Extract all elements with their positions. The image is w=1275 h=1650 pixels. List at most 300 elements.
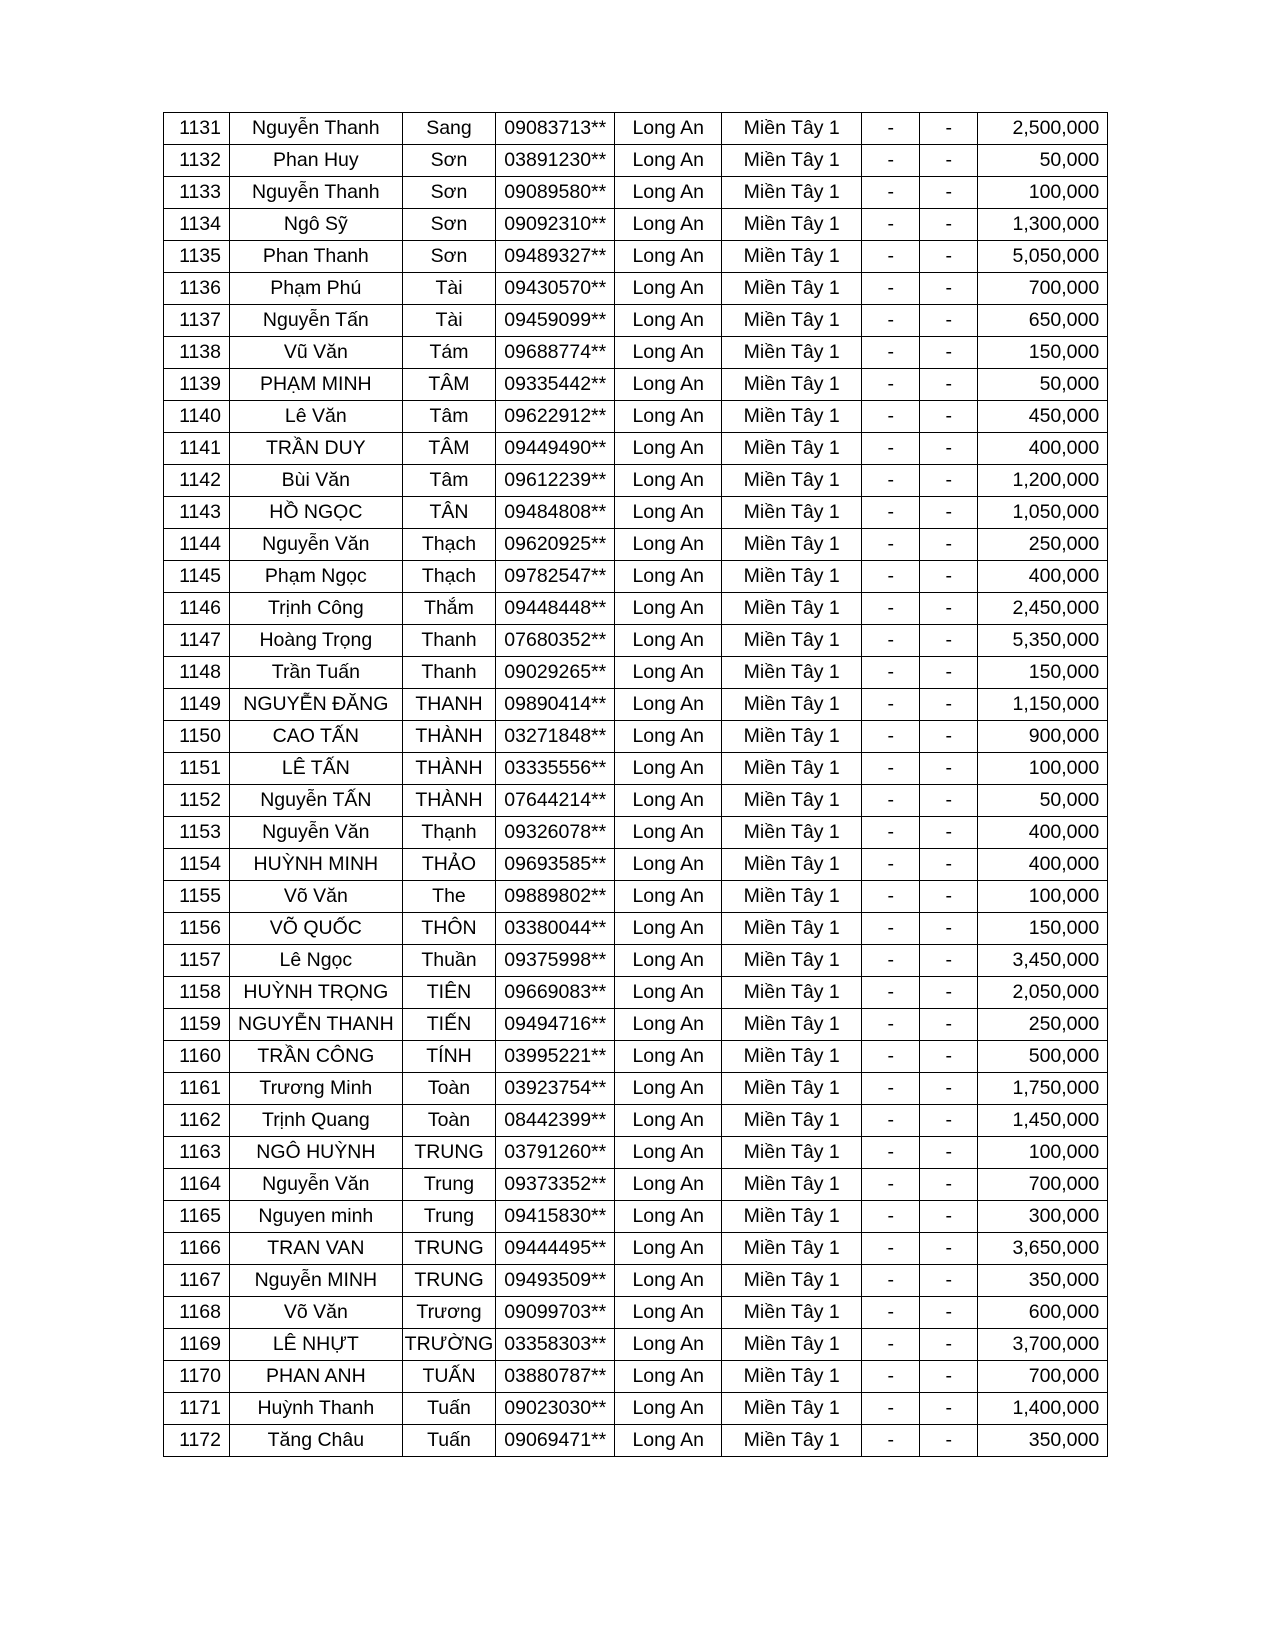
dash-cell: - [920,593,978,625]
row-number-cell: 1155 [164,881,230,913]
province-cell: Long An [615,1297,722,1329]
dash-cell: - [862,497,920,529]
dash-cell: - [862,1329,920,1361]
phone-cell: 03880787** [496,1361,615,1393]
region-cell: Miền Tây 1 [722,241,862,273]
phone-cell: 09459099** [496,305,615,337]
province-cell: Long An [615,1041,722,1073]
given-name-cell: TRUNG [402,1265,496,1297]
given-name-cell: Sơn [402,209,496,241]
surname-cell: Võ Văn [230,1297,403,1329]
dash-cell: - [862,657,920,689]
given-name-cell: Thuần [402,945,496,977]
row-number-cell: 1150 [164,721,230,753]
surname-cell: Lê Văn [230,401,403,433]
province-cell: Long An [615,657,722,689]
table-row [164,369,1108,401]
given-name-cell: Thạch [402,561,496,593]
dash-cell: - [920,1105,978,1137]
dash-cell: - [862,465,920,497]
province-cell: Long An [615,1393,722,1425]
phone-cell: 09029265** [496,657,615,689]
dash-cell: - [862,209,920,241]
province-cell: Long An [615,337,722,369]
amount-cell: 700,000 [978,1169,1108,1201]
given-name-cell: Thạch [402,529,496,561]
phone-cell: 09622912** [496,401,615,433]
table-body [164,113,1108,1457]
dash-cell: - [862,1009,920,1041]
row-number-cell: 1144 [164,529,230,561]
table-row [164,785,1108,817]
dash-cell: - [862,689,920,721]
dash-cell: - [920,497,978,529]
table-row [164,1169,1108,1201]
region-cell: Miền Tây 1 [722,273,862,305]
phone-cell: 09448448** [496,593,615,625]
amount-cell: 5,050,000 [978,241,1108,273]
surname-cell: Tăng Châu [230,1425,403,1457]
province-cell: Long An [615,1137,722,1169]
dash-cell: - [862,305,920,337]
surname-cell: Lê Ngọc [230,945,403,977]
given-name-cell: Trung [402,1201,496,1233]
row-number-cell: 1169 [164,1329,230,1361]
province-cell: Long An [615,1329,722,1361]
given-name-cell: TRƯỜNG [402,1329,496,1361]
dash-cell: - [920,561,978,593]
region-cell: Miền Tây 1 [722,945,862,977]
given-name-cell: Tuấn [402,1393,496,1425]
surname-cell: CAO TẤN [230,721,403,753]
table-row [164,881,1108,913]
row-number-cell: 1145 [164,561,230,593]
surname-cell: Nguyễn Văn [230,817,403,849]
amount-cell: 100,000 [978,753,1108,785]
region-cell: Miền Tây 1 [722,305,862,337]
dash-cell: - [862,1297,920,1329]
table-row [164,113,1108,145]
surname-cell: LÊ NHỰT [230,1329,403,1361]
table-row [164,529,1108,561]
phone-cell: 09612239** [496,465,615,497]
given-name-cell: TUẤN [402,1361,496,1393]
surname-cell: Vũ Văn [230,337,403,369]
row-number-cell: 1158 [164,977,230,1009]
dash-cell: - [862,1201,920,1233]
row-number-cell: 1139 [164,369,230,401]
region-cell: Miền Tây 1 [722,177,862,209]
surname-cell: Nguyen minh [230,1201,403,1233]
row-number-cell: 1133 [164,177,230,209]
phone-cell: 09069471** [496,1425,615,1457]
table-row [164,1201,1108,1233]
row-number-cell: 1151 [164,753,230,785]
region-cell: Miền Tây 1 [722,433,862,465]
dash-cell: - [862,113,920,145]
province-cell: Long An [615,785,722,817]
table-row [164,1393,1108,1425]
dash-cell: - [920,721,978,753]
surname-cell: HỒ NGỌC [230,497,403,529]
province-cell: Long An [615,529,722,561]
amount-cell: 1,400,000 [978,1393,1108,1425]
row-number-cell: 1141 [164,433,230,465]
region-cell: Miền Tây 1 [722,1425,862,1457]
phone-cell: 09493509** [496,1265,615,1297]
dash-cell: - [920,465,978,497]
amount-cell: 450,000 [978,401,1108,433]
row-number-cell: 1137 [164,305,230,337]
phone-cell: 09620925** [496,529,615,561]
province-cell: Long An [615,1105,722,1137]
dash-cell: - [862,369,920,401]
region-cell: Miền Tây 1 [722,1393,862,1425]
region-cell: Miền Tây 1 [722,1201,862,1233]
dash-cell: - [920,1073,978,1105]
given-name-cell: THẢO [402,849,496,881]
row-number-cell: 1132 [164,145,230,177]
phone-cell: 09092310** [496,209,615,241]
phone-cell: 03335556** [496,753,615,785]
dash-cell: - [920,753,978,785]
donor-table [163,112,1108,1457]
surname-cell: Trương Minh [230,1073,403,1105]
amount-cell: 400,000 [978,849,1108,881]
dash-cell: - [920,1233,978,1265]
given-name-cell: Thanh [402,625,496,657]
row-number-cell: 1163 [164,1137,230,1169]
amount-cell: 150,000 [978,913,1108,945]
region-cell: Miền Tây 1 [722,1361,862,1393]
table-row [164,241,1108,273]
province-cell: Long An [615,689,722,721]
given-name-cell: Tâm [402,401,496,433]
province-cell: Long An [615,465,722,497]
dash-cell: - [862,401,920,433]
province-cell: Long An [615,177,722,209]
phone-cell: 09023030** [496,1393,615,1425]
given-name-cell: Sang [402,113,496,145]
dash-cell: - [862,977,920,1009]
dash-cell: - [862,1073,920,1105]
province-cell: Long An [615,1009,722,1041]
amount-cell: 3,450,000 [978,945,1108,977]
surname-cell: Trịnh Quang [230,1105,403,1137]
surname-cell: Trịnh Công [230,593,403,625]
amount-cell: 250,000 [978,529,1108,561]
dash-cell: - [862,337,920,369]
amount-cell: 1,450,000 [978,1105,1108,1137]
table-row [164,721,1108,753]
dash-cell: - [862,1425,920,1457]
dash-cell: - [920,529,978,561]
table-row [164,177,1108,209]
surname-cell: Bùi Văn [230,465,403,497]
dash-cell: - [862,1361,920,1393]
table-row [164,1329,1108,1361]
table-row [164,1073,1108,1105]
table-row [164,1297,1108,1329]
surname-cell: TRẦN CÔNG [230,1041,403,1073]
amount-cell: 100,000 [978,177,1108,209]
region-cell: Miền Tây 1 [722,881,862,913]
given-name-cell: Tám [402,337,496,369]
dash-cell: - [920,1393,978,1425]
amount-cell: 2,050,000 [978,977,1108,1009]
region-cell: Miền Tây 1 [722,465,862,497]
dash-cell: - [920,1425,978,1457]
row-number-cell: 1165 [164,1201,230,1233]
dash-cell: - [920,1297,978,1329]
dash-cell: - [920,1265,978,1297]
surname-cell: Nguyễn Thanh [230,177,403,209]
row-number-cell: 1147 [164,625,230,657]
row-number-cell: 1164 [164,1169,230,1201]
row-number-cell: 1135 [164,241,230,273]
phone-cell: 03271848** [496,721,615,753]
surname-cell: Trần Tuấn [230,657,403,689]
amount-cell: 700,000 [978,1361,1108,1393]
dash-cell: - [920,913,978,945]
table-row [164,305,1108,337]
region-cell: Miền Tây 1 [722,145,862,177]
region-cell: Miền Tây 1 [722,1265,862,1297]
table-row [164,1009,1108,1041]
table-row [164,849,1108,881]
amount-cell: 2,450,000 [978,593,1108,625]
dash-cell: - [920,305,978,337]
phone-cell: 09375998** [496,945,615,977]
province-cell: Long An [615,1233,722,1265]
row-number-cell: 1148 [164,657,230,689]
province-cell: Long An [615,113,722,145]
given-name-cell: Tài [402,273,496,305]
row-number-cell: 1166 [164,1233,230,1265]
given-name-cell: Toàn [402,1073,496,1105]
given-name-cell: Tuấn [402,1425,496,1457]
dash-cell: - [920,273,978,305]
dash-cell: - [862,1041,920,1073]
given-name-cell: Thanh [402,657,496,689]
province-cell: Long An [615,881,722,913]
amount-cell: 300,000 [978,1201,1108,1233]
amount-cell: 3,700,000 [978,1329,1108,1361]
province-cell: Long An [615,401,722,433]
province-cell: Long An [615,497,722,529]
amount-cell: 700,000 [978,273,1108,305]
amount-cell: 50,000 [978,785,1108,817]
phone-cell: 09099703** [496,1297,615,1329]
dash-cell: - [920,881,978,913]
dash-cell: - [862,1233,920,1265]
dash-cell: - [920,209,978,241]
dash-cell: - [862,913,920,945]
phone-cell: 07644214** [496,785,615,817]
province-cell: Long An [615,369,722,401]
table-row [164,209,1108,241]
surname-cell: PHẠM MINH [230,369,403,401]
dash-cell: - [862,1169,920,1201]
row-number-cell: 1167 [164,1265,230,1297]
region-cell: Miền Tây 1 [722,1297,862,1329]
dash-cell: - [920,1041,978,1073]
given-name-cell: Tâm [402,465,496,497]
phone-cell: 09373352** [496,1169,615,1201]
phone-cell: 03358303** [496,1329,615,1361]
amount-cell: 2,500,000 [978,113,1108,145]
phone-cell: 09693585** [496,849,615,881]
given-name-cell: TÂM [402,369,496,401]
dash-cell: - [920,849,978,881]
table-row [164,689,1108,721]
province-cell: Long An [615,1073,722,1105]
dash-cell: - [862,561,920,593]
row-number-cell: 1136 [164,273,230,305]
amount-cell: 350,000 [978,1425,1108,1457]
region-cell: Miền Tây 1 [722,657,862,689]
row-number-cell: 1134 [164,209,230,241]
region-cell: Miền Tây 1 [722,785,862,817]
given-name-cell: TÍNH [402,1041,496,1073]
surname-cell: Phạm Phú [230,273,403,305]
amount-cell: 100,000 [978,1137,1108,1169]
phone-cell: 03995221** [496,1041,615,1073]
row-number-cell: 1153 [164,817,230,849]
table-row [164,273,1108,305]
row-number-cell: 1160 [164,1041,230,1073]
phone-cell: 03791260** [496,1137,615,1169]
given-name-cell: THÔN [402,913,496,945]
surname-cell: NGUYỄN ĐĂNG [230,689,403,721]
phone-cell: 09494716** [496,1009,615,1041]
amount-cell: 1,750,000 [978,1073,1108,1105]
phone-cell: 09083713** [496,113,615,145]
province-cell: Long An [615,977,722,1009]
row-number-cell: 1161 [164,1073,230,1105]
dash-cell: - [920,689,978,721]
region-cell: Miền Tây 1 [722,1009,862,1041]
surname-cell: Nguyễn Văn [230,1169,403,1201]
surname-cell: Huỳnh Thanh [230,1393,403,1425]
dash-cell: - [862,593,920,625]
given-name-cell: TRUNG [402,1137,496,1169]
province-cell: Long An [615,913,722,945]
dash-cell: - [862,529,920,561]
given-name-cell: THÀNH [402,753,496,785]
dash-cell: - [920,945,978,977]
amount-cell: 50,000 [978,369,1108,401]
dash-cell: - [920,1009,978,1041]
amount-cell: 100,000 [978,881,1108,913]
table-row [164,657,1108,689]
dash-cell: - [920,1201,978,1233]
province-cell: Long An [615,1265,722,1297]
province-cell: Long An [615,721,722,753]
amount-cell: 1,050,000 [978,497,1108,529]
phone-cell: 03923754** [496,1073,615,1105]
phone-cell: 09326078** [496,817,615,849]
dash-cell: - [920,1137,978,1169]
dash-cell: - [862,241,920,273]
surname-cell: HUỲNH MINH [230,849,403,881]
region-cell: Miền Tây 1 [722,401,862,433]
dash-cell: - [862,145,920,177]
dash-cell: - [920,1361,978,1393]
dash-cell: - [862,1137,920,1169]
dash-cell: - [920,625,978,657]
region-cell: Miền Tây 1 [722,593,862,625]
region-cell: Miền Tây 1 [722,849,862,881]
region-cell: Miền Tây 1 [722,113,862,145]
dash-cell: - [920,145,978,177]
region-cell: Miền Tây 1 [722,1233,862,1265]
row-number-cell: 1157 [164,945,230,977]
given-name-cell: Sơn [402,241,496,273]
amount-cell: 900,000 [978,721,1108,753]
given-name-cell: TIÊN [402,977,496,1009]
surname-cell: Nguyễn TẤN [230,785,403,817]
table-row [164,945,1108,977]
phone-cell: 09489327** [496,241,615,273]
row-number-cell: 1152 [164,785,230,817]
given-name-cell: TIẾN [402,1009,496,1041]
region-cell: Miền Tây 1 [722,209,862,241]
table-row [164,1105,1108,1137]
province-cell: Long An [615,433,722,465]
table-row [164,465,1108,497]
province-cell: Long An [615,1169,722,1201]
dash-cell: - [920,785,978,817]
table-row [164,1137,1108,1169]
surname-cell: Nguyễn Tấn [230,305,403,337]
phone-cell: 09782547** [496,561,615,593]
row-number-cell: 1162 [164,1105,230,1137]
surname-cell: Phan Thanh [230,241,403,273]
surname-cell: Nguyễn Văn [230,529,403,561]
table-row [164,497,1108,529]
dash-cell: - [862,945,920,977]
dash-cell: - [862,1393,920,1425]
row-number-cell: 1131 [164,113,230,145]
amount-cell: 3,650,000 [978,1233,1108,1265]
table-row [164,817,1108,849]
amount-cell: 400,000 [978,817,1108,849]
province-cell: Long An [615,209,722,241]
province-cell: Long An [615,145,722,177]
given-name-cell: THANH [402,689,496,721]
dash-cell: - [920,657,978,689]
dash-cell: - [862,1265,920,1297]
dash-cell: - [862,753,920,785]
row-number-cell: 1138 [164,337,230,369]
amount-cell: 50,000 [978,145,1108,177]
dash-cell: - [862,785,920,817]
given-name-cell: TRUNG [402,1233,496,1265]
amount-cell: 500,000 [978,1041,1108,1073]
row-number-cell: 1146 [164,593,230,625]
table-row [164,561,1108,593]
dash-cell: - [862,273,920,305]
amount-cell: 400,000 [978,561,1108,593]
table-row [164,337,1108,369]
region-cell: Miền Tây 1 [722,561,862,593]
region-cell: Miền Tây 1 [722,1041,862,1073]
region-cell: Miền Tây 1 [722,1329,862,1361]
province-cell: Long An [615,273,722,305]
phone-cell: 03891230** [496,145,615,177]
phone-cell: 09890414** [496,689,615,721]
